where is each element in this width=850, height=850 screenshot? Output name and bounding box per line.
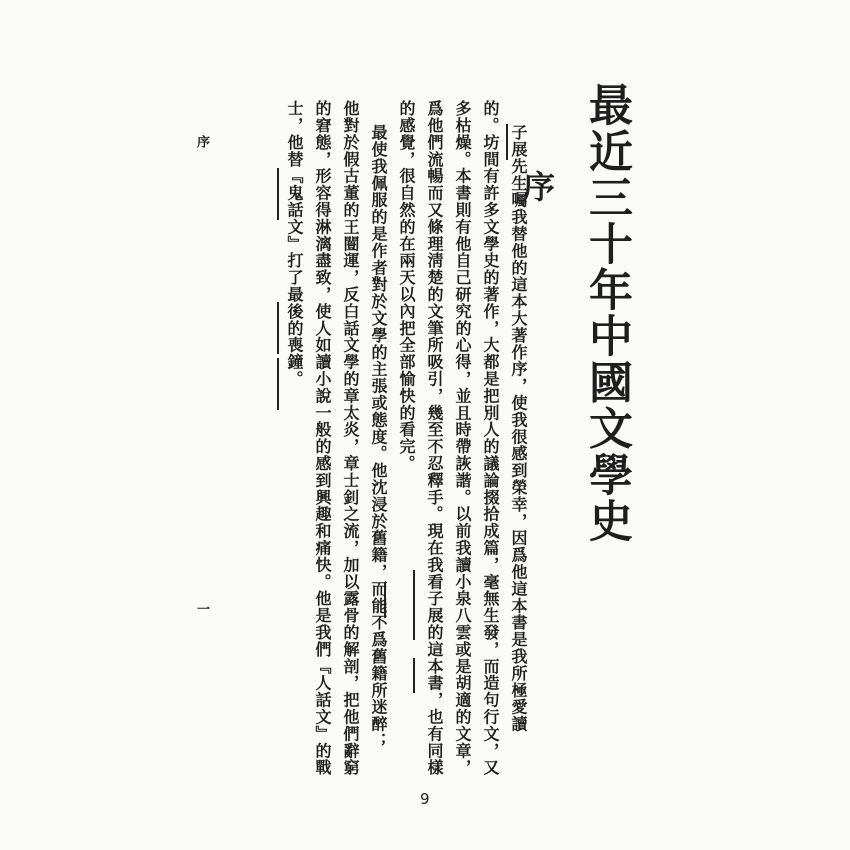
proper-name-mark: [413, 658, 415, 693]
margin-page-marker: 一: [194, 602, 209, 615]
proper-name-mark: [413, 570, 415, 640]
section-heading: 序: [518, 170, 556, 202]
proper-name-mark: [384, 582, 386, 618]
page-number: 9: [420, 790, 430, 808]
proper-name-mark: [277, 358, 279, 410]
proper-name-mark: [506, 124, 508, 160]
text-column-6: 最使我佩服的是作者對於文學的主張或態度。他沈浸於舊籍，而能不爲舊籍所迷醉；: [369, 124, 388, 750]
proper-name-mark: [277, 168, 279, 220]
text-column-2: 的。坊間有許多文學史的著作，大都是把別人的議論掇拾成篇，毫無生發，而造句行文，又: [481, 100, 500, 776]
text-column-5: 的感覺，很自然的在兩天以內把全部愉快的看完。: [397, 100, 416, 472]
text-column-1: 子展先生囑我替他的這本大著作序，使我很感到榮幸，因爲他這本書是我所極愛讀: [509, 124, 528, 733]
margin-section-label: 序: [194, 135, 209, 148]
text-column-4: 爲他們流暢而又條理淸楚的文筆所吸引，幾至不忍釋手。現在我看子展的這本書，也有同樣: [425, 100, 444, 776]
text-column-8: 的窘態，形容得淋漓盡致，使人如讀小說一般的感到興趣和痛快。他是我們『人話文』的戰: [313, 100, 332, 776]
text-column-3: 多枯燥。本書則有他自己研究的心得，並且時帶詼諧。以前我讀小泉八雲或是胡適的文章，: [453, 100, 472, 776]
text-column-7: 他對於假古董的王闓運，反白話文學的章太炎，章士釗之流，加以露骨的解剖，把他們辭窮: [341, 100, 360, 776]
book-title: 最近三十年中國文學史: [581, 82, 632, 544]
text-column-9: 士，他替『鬼話文』打了最後的喪鐘。: [285, 100, 304, 388]
proper-name-mark: [277, 302, 279, 354]
